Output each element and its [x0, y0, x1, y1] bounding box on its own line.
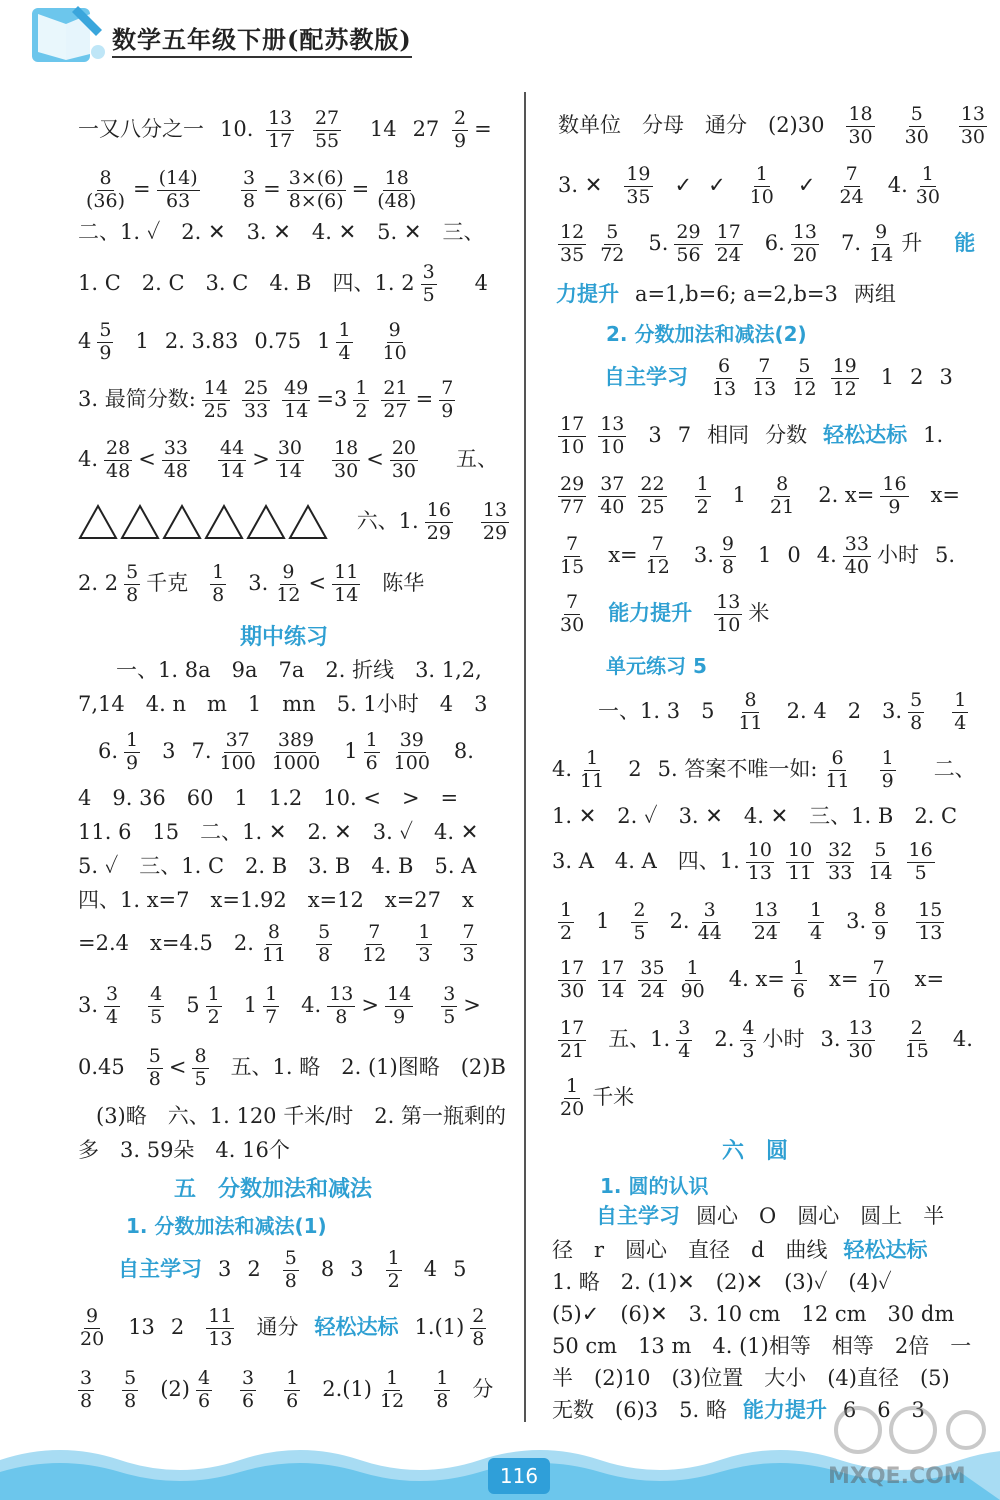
answer-line: 1. ✕ 2. ✓ 3. ✕ 4. ✕ 三、1. B 2. C [552, 804, 958, 828]
header-underline [112, 56, 412, 58]
answer-line: $\frac{17}{10}$ $\frac{13}{10}$ 3 7 相同 分数 轻松达标 1. [560, 413, 944, 458]
answer-line: 自主学习 圆心 O 圆心 圆上 半 [596, 1204, 945, 1228]
lesson-heading: 1. 分数加法和减法(1) [126, 1214, 327, 1238]
answer-line: $\frac{7}{15}$ x= $\frac{7}{12}$ 3. $\frac{9}{8}$ 1 0 4. $\frac{33}{40}$ 小时 5. [560, 533, 955, 578]
answer-line: 一、1. 8a 9a 7a 2. 折线 3. 1,2, [116, 658, 482, 682]
answer-line: 3. $\frac{3}{4}$ $\frac{4}{5}$ 5 $\frac{1}{2}$ 1 $\frac{1}{7}$ 4. $\frac{13}{8}$ > $\frac{14}{9}$ $\frac{3}{5}$ > [78, 983, 481, 1028]
lesson-heading: 1. 圆的认识 [600, 1174, 709, 1198]
answer-line: (5)✓ (6)✕ 3. 10 cm 12 cm 30 dm [552, 1302, 955, 1326]
answer-line: 4. $\frac{1}{11}$ 2 5. 答案不唯一如: $\frac{6}{11}$ $\frac{1}{9}$ 二、 [552, 747, 976, 792]
answer-line: 3. A 4. A 四、1. $\frac{10}{13}$ $\frac{10}{11}$ $\frac{32}{33}$ $\frac{5}{14}$ $\frac{16}{5}$ [552, 839, 933, 884]
watermark-text: MXQE.COM [828, 1464, 966, 1489]
answer-line: $\frac{1}{2}$ 1 $\frac{2}{5}$ 2. $\frac{3}{44}$ $\frac{13}{24}$ $\frac{1}{4}$ 3. $\frac{8}{9}$ $\frac{15}{13}$ [560, 899, 943, 944]
answer-line: 7,14 4. n m 1 mn 5. 1小时 4 3 [78, 692, 488, 716]
page-number: 116 [488, 1458, 550, 1494]
answer-line: 二、1. ✓ 2. ✕ 3. ✕ 4. ✕ 5. ✕ 三、 [78, 220, 485, 244]
column-divider [524, 92, 526, 1422]
answer-line: 3. ✕ $\frac{19}{35}$ ✓ ✓ $\frac{1}{10}$ ✓ $\frac{7}{24}$ 4. $\frac{1}{30}$ [558, 163, 940, 208]
answer-line: $\frac{17}{21}$ 五、1. $\frac{3}{4}$ 2. $\frac{4}{3}$ 小时 3. $\frac{13}{30}$ $\frac{2}{15}$ 4. [560, 1017, 973, 1062]
answer-line: 一又八分之一 10. $\frac{13}{17}$ $\frac{27}{55}$ 14 27 $\frac{2}{9}$ = [78, 107, 492, 152]
answer-line: 0.45 $\frac{5}{8}$ < $\frac{8}{5}$ 五、1. 略 2. (1)图略 (2)B [78, 1045, 506, 1090]
answer-line: $\frac{3}{8}$ $\frac{5}{8}$ (2) $\frac{4}{6}$ $\frac{3}{6}$ $\frac{1}{6}$ 2.(1) $\frac{1}{12}$ $\frac{1}{8}$ 分 [80, 1367, 494, 1412]
answer-line: 力提升 a=1,b=6; a=2,b=3 两组 [556, 282, 896, 306]
answer-line: 3. 最简分数: $\frac{14}{25}$ $\frac{25}{33}$ $\frac{49}{14}$ =3 $\frac{1}{2}$ $\frac{21}{27}$ = $\frac{7}{9}$ [78, 377, 454, 422]
answer-line: 4. $\frac{28}{48}$ < $\frac{33}{48}$ $\frac{44}{14}$ > $\frac{30}{14}$ $\frac{18}{30}$ < $\frac{20}{30}$ 五、 [78, 437, 498, 482]
answer-line: 1. C 2. C 3. C 4. B 四、1. 2 $\frac{3}{5}$ 4 [78, 261, 489, 306]
answer-line: =2.4 x=4.5 2. $\frac{8}{11}$ $\frac{5}{8}$ $\frac{7}{12}$ $\frac{1}{3}$ $\frac{7}{3}$ [78, 921, 475, 966]
page-header [0, 0, 1000, 70]
answer-line: 无数 (6)3 5. 略 能力提升 6 6 3 [552, 1398, 925, 1422]
answer-line: $\frac{12}{35}$ $\frac{5}{72}$ 5. $\frac{29}{56}$ $\frac{17}{24}$ 6. $\frac{13}{20}$ 7. $\frac{9}{14}$ 升 能 [560, 221, 976, 266]
header-title: 数学五年级下册(配苏教版) [112, 25, 412, 54]
answer-line: 1. 略 2. (1)✕ (2)✕ (3)✓ (4)✓ [552, 1270, 892, 1294]
answer-line: 2. 2 $\frac{5}{8}$ 千克 $\frac{1}{8}$ 3. $\frac{9}{12}$ < $\frac{11}{14}$ 陈华 [78, 561, 425, 606]
answer-line: 自主学习 $\frac{6}{13}$ $\frac{7}{13}$ $\frac{5}{12}$ $\frac{19}{12}$ 1 2 3 [604, 355, 953, 400]
answer-line: 50 cm 13 m 4. (1)相等 相等 2倍 一 [552, 1334, 972, 1358]
answer-line: $\frac{17}{30}$ $\frac{17}{14}$ $\frac{35}{24}$ $\frac{1}{90}$ 4. x= $\frac{1}{6}$ x= $\frac{7}{10}$ x= [560, 957, 945, 1002]
section-heading: 五 分数加法和减法 [174, 1177, 373, 1202]
answer-line: $\frac{1}{20}$ 千米 [560, 1075, 635, 1120]
answer-line: 多 3. 59朵 4. 16个 [78, 1138, 290, 1162]
answer-line: 6. $\frac{1}{9}$ 3 7. $\frac{37}{100}$ $\frac{389}{1000}$ 1 $\frac{1}{6}$ $\frac{39}{100}$ 8. [98, 729, 474, 774]
answer-line: 11. 6 15 二、1. ✕ 2. ✕ 3. ✓ 4. ✕ [78, 820, 479, 844]
answer-line: $\frac{7}{30}$ 能力提升 $\frac{13}{10}$ 米 [560, 591, 770, 636]
answer-line: 径 r 圆心 直径 d 曲线 轻松达标 [552, 1238, 928, 1262]
answer-line: 5. ✓ 三、1. C 2. B 3. B 4. B 5. A [78, 854, 477, 878]
watermark-logo-icon [818, 1400, 988, 1460]
triangle-row-icon [78, 504, 328, 540]
book-logo-icon [28, 2, 108, 68]
section-heading: 六 圆 [722, 1139, 789, 1164]
section-heading: 单元练习 5 [606, 654, 707, 678]
answer-line: (3)略 六、1. 120 千米/时 2. 第一瓶剩的 [96, 1104, 507, 1128]
lesson-heading: 2. 分数加法和减法(2) [606, 322, 807, 346]
answer-line: 六、1. $\frac{16}{29}$ $\frac{13}{29}$ [78, 500, 515, 545]
answer-line: 四、1. x=7 x=1.92 x=12 x=27 x [78, 888, 474, 912]
answer-line: 半 (2)10 (3)位置 大小 (4)直径 (5) [552, 1366, 950, 1390]
answer-line: 4 9. 36 60 1 1.2 10. < > = [78, 786, 459, 810]
answer-line: $\frac{29}{77}$ $\frac{37}{40}$ $\frac{22}{25}$ $\frac{1}{2}$ 1 $\frac{8}{21}$ 2. x= $\frac{16}{9}$ x= [560, 473, 961, 518]
answer-line: 数单位 分母 通分 (2)30 $\frac{18}{30}$ $\frac{5}{30}$ $\frac{13}{30}$ [558, 103, 986, 148]
answer-line: 自主学习 3 2 $\frac{5}{8}$ 8 3 $\frac{1}{2}$ 4 5 [118, 1247, 467, 1292]
answer-line: $\frac{9}{20}$ 13 2 $\frac{11}{13}$ 通分 轻松达标 1.(1) $\frac{2}{8}$ [80, 1305, 485, 1350]
section-heading: 期中练习 [240, 625, 329, 650]
watermark [818, 1400, 988, 1495]
answer-line: 一、1. 3 5 $\frac{8}{11}$ 2. 4 2 3. $\frac{5}{8}$ $\frac{1}{4}$ [598, 689, 967, 734]
answer-line: 4 $\frac{5}{9}$ 1 2. 3.83 0.75 1 $\frac{1}{4}$ $\frac{9}{10}$ [78, 319, 407, 364]
answer-line: $\frac{8}{(36)}$ = $\frac{(14)}{63}$ $\frac{3}{8}$ = $\frac{3\times(6)}{8\times(6)}$ = $\frac{18}{(48)}$ [86, 167, 417, 212]
